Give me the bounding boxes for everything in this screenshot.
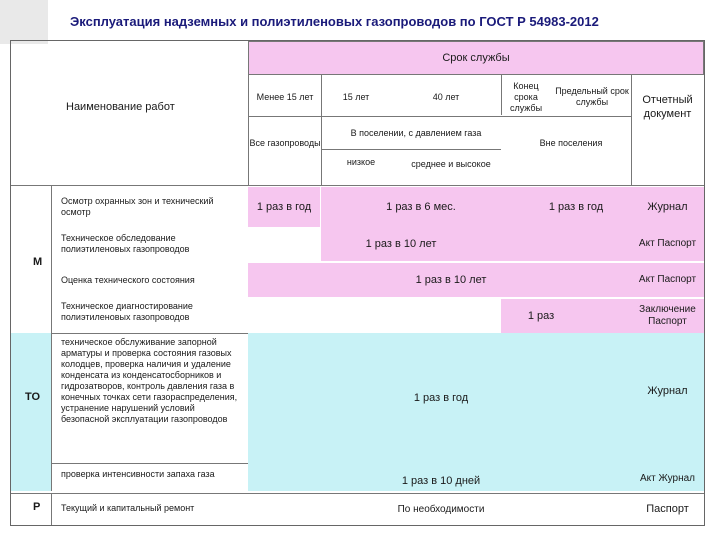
grid-line bbox=[11, 185, 704, 186]
header-mid-high: среднее и высокое bbox=[411, 158, 491, 169]
row6-name: проверка интенсивности запаха газа bbox=[61, 469, 215, 479]
header-all-pipes: Все газопроводы bbox=[249, 137, 321, 148]
row3-name: Оценка технического состояния bbox=[61, 275, 195, 285]
corner-decoration bbox=[0, 0, 48, 44]
row4-name: Техническое диагностирование полиэтиленовых газопроводов bbox=[61, 301, 193, 322]
group-m-label: М bbox=[33, 256, 43, 268]
row1-doc: Журнал bbox=[631, 187, 704, 227]
row7-name: Текущий и капитальный ремонт bbox=[61, 503, 195, 513]
maintenance-table bbox=[10, 40, 705, 526]
row3-doc: Акт Паспорт bbox=[638, 274, 697, 285]
header-service-life: Срок службы bbox=[248, 41, 704, 75]
header-low: низкое bbox=[346, 156, 376, 167]
row7-doc: Паспорт bbox=[646, 502, 689, 515]
header-15-years: 15 лет bbox=[342, 91, 370, 102]
group-to-label: ТО bbox=[25, 391, 41, 403]
row5-name: техническое обслуживание запорной арматуры и проверка состояния газовых колодцев, проверка наличия и удаление конденсата из конденсатосборников и гидрозатворов, контроль давления газа в конечных точках сети газораспределения, устранение нарушений условий безопасной эксплуатации газопроводов bbox=[61, 337, 238, 424]
grid-line bbox=[11, 493, 704, 494]
header-40-years: 40 лет bbox=[432, 91, 460, 102]
grid-line bbox=[51, 493, 52, 525]
page-title: Эксплуатация надземных и полиэтиленовых газопроводов по ГОСТ Р 54983-2012 bbox=[70, 14, 599, 29]
row6-doc: Акт Журнал bbox=[639, 473, 695, 484]
row1-outside: 1 раз в год bbox=[521, 187, 631, 227]
row5-doc: Журнал bbox=[647, 384, 688, 397]
header-limit-term: Предельный срок службы bbox=[555, 86, 629, 107]
grid-line bbox=[501, 75, 502, 115]
grid-line bbox=[321, 149, 501, 150]
row2-value: 1 раз в 10 лет bbox=[365, 237, 437, 250]
row2-doc: Акт Паспорт bbox=[638, 238, 697, 249]
grid-line bbox=[51, 185, 52, 333]
row1-name: Осмотр охранных зон и технический осмотр bbox=[61, 196, 214, 217]
grid-line bbox=[51, 333, 52, 491]
header-report-doc: Отчетный документ bbox=[642, 94, 693, 120]
row2-name: Техническое обследование полиэтиленовых газопроводов bbox=[61, 233, 190, 254]
header-work-name: Наименование работ bbox=[66, 101, 175, 113]
group-r-label: Р bbox=[33, 501, 41, 513]
row4-value: 1 раз bbox=[527, 309, 555, 322]
header-in-settlement: В поселении, с давлением газа bbox=[350, 127, 482, 138]
header-less-15: Менее 15 лет bbox=[256, 91, 314, 102]
header-outside: Вне поселения bbox=[539, 137, 603, 148]
grid-line bbox=[248, 75, 249, 185]
row1-settlement: 1 раз в 6 мес. bbox=[321, 187, 521, 227]
row5-value: 1 раз в год bbox=[413, 391, 469, 404]
row4-doc: Заключение Паспорт bbox=[639, 304, 696, 327]
grid-line bbox=[321, 75, 322, 185]
row3-value: 1 раз в 10 лет bbox=[415, 273, 487, 286]
group-to-bg bbox=[11, 333, 51, 491]
row6-value: 1 раз в 10 дней bbox=[401, 474, 481, 487]
grid-line bbox=[631, 75, 632, 185]
row7-value: По необходимости bbox=[397, 503, 485, 515]
row1-all: 1 раз в год bbox=[248, 187, 320, 227]
header-end-term: Конец срока службы bbox=[509, 80, 543, 113]
grid-line bbox=[248, 116, 631, 117]
